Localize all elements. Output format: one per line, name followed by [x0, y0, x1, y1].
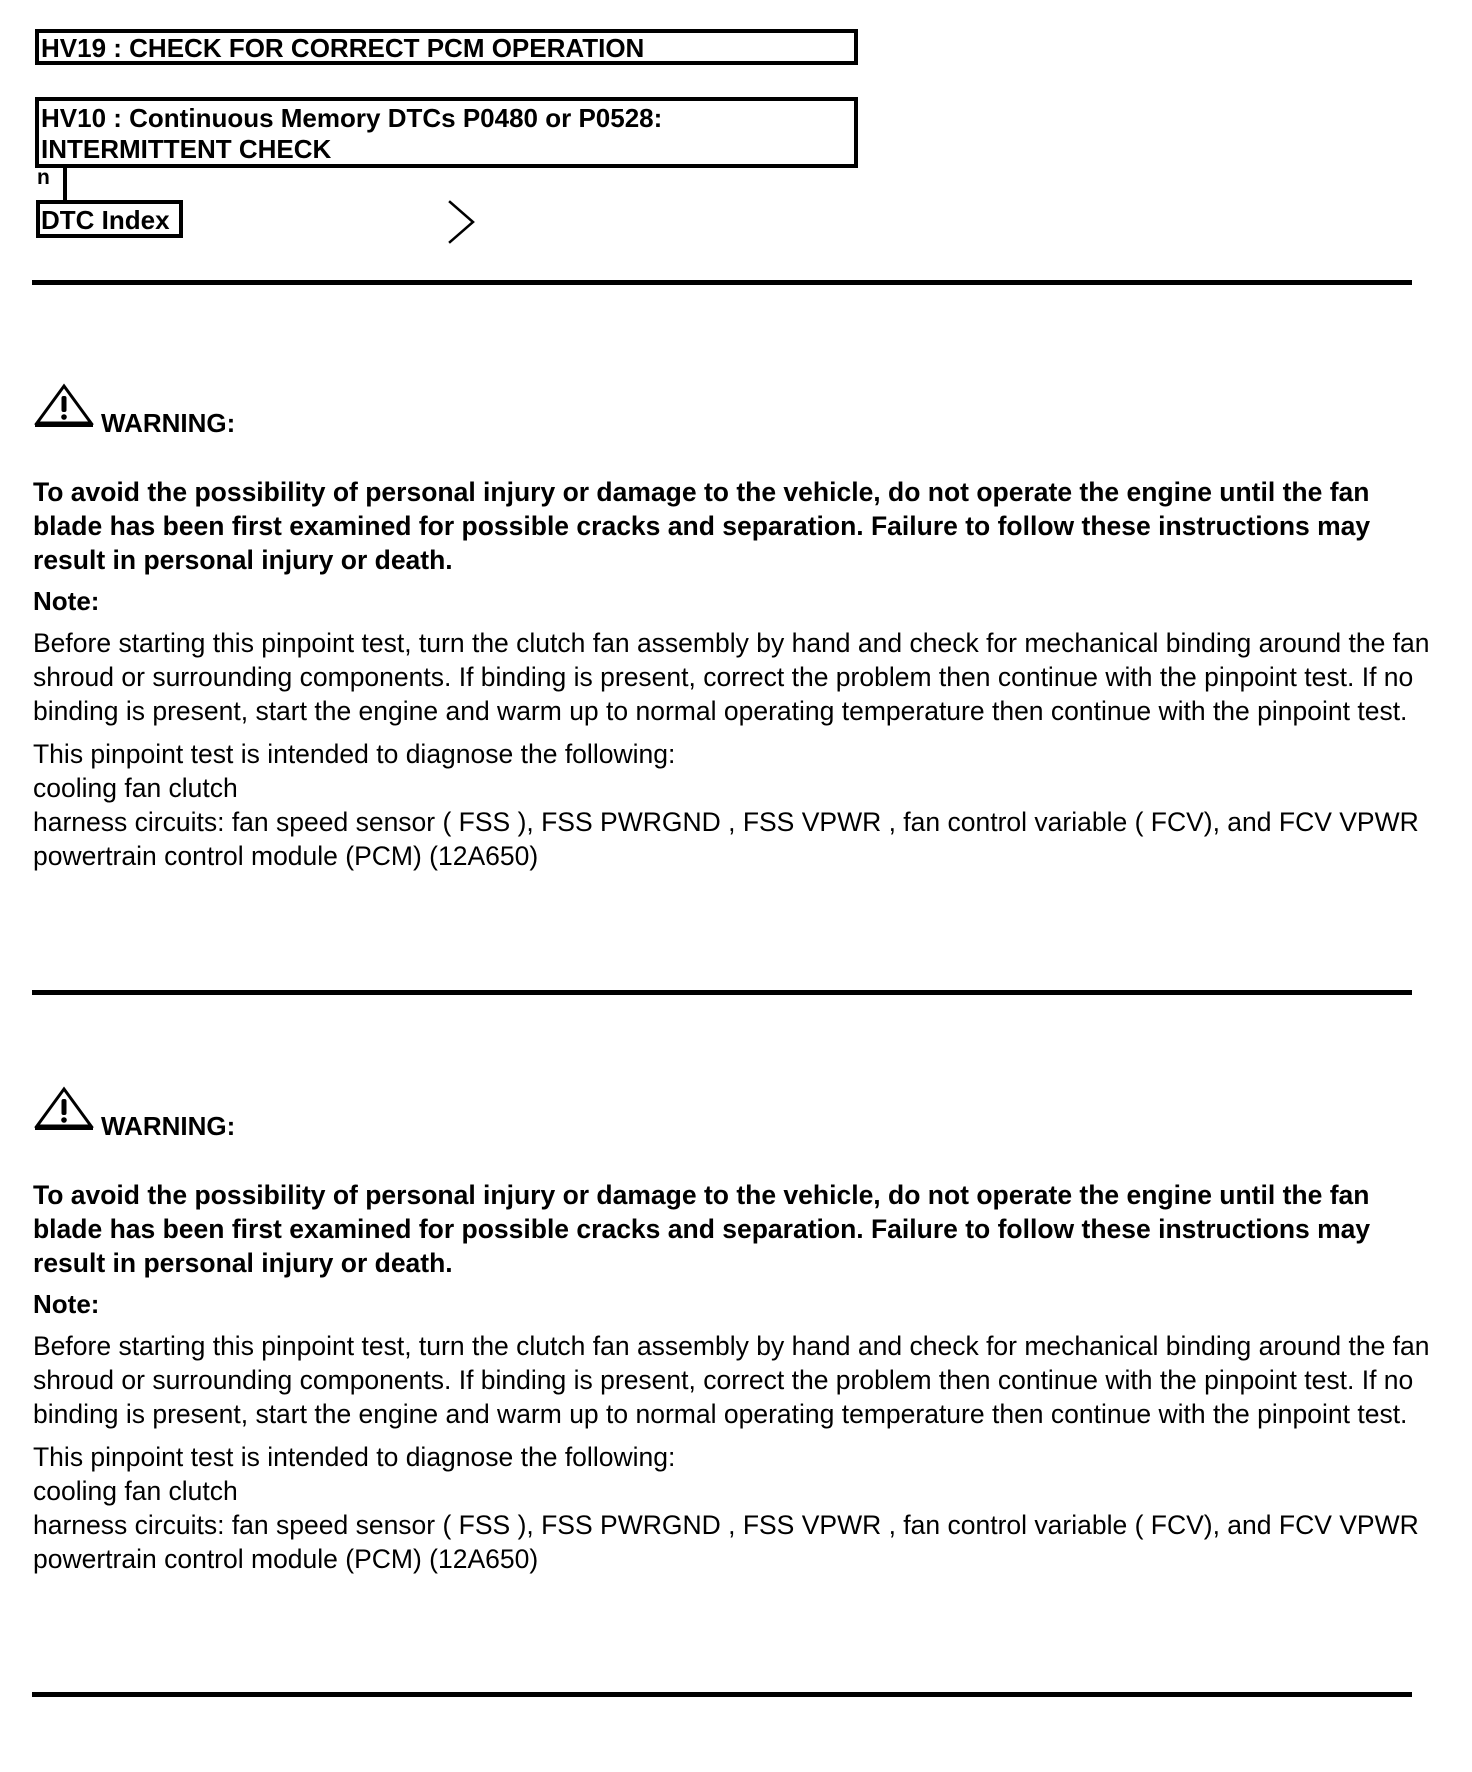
divider [32, 1692, 1412, 1697]
warning-text: To avoid the possibility of personal injury or damage to the vehicle, do not operate the engine until the fan blade has been first examined for possible cracks and separation. Failure to follow these instructions may result in personal injury or death. [33, 477, 1371, 575]
warning-text: To avoid the possibility of personal injury or damage to the vehicle, do not operate the engine until the fan blade has been first examined for possible cracks and separation. Failure to follow these instructions may result in personal injury or death. [33, 1180, 1371, 1278]
note-text: Before starting this pinpoint test, turn the clutch fan assembly by hand and check for mechanical binding around the fan shroud or surrounding components. If binding is present, correct the problem then continue with the pinpoint test. If no binding is present, start the engine and warm up to normal operating temperature then continue with the pinpoint test. [33, 1331, 1430, 1429]
warning-section [33, 1086, 1453, 1576]
link-hv10-label: HV10 : Continuous Memory DTCs P0480 or P0528: INTERMITTENT CHECK [41, 103, 663, 164]
link-hv10-intermittent-check[interactable] [35, 97, 858, 168]
note-text: Before starting this pinpoint test, turn the clutch fan assembly by hand and check for mechanical binding around the fan shroud or surrounding components. If binding is present, correct the problem then continue with the pinpoint test. If no binding is present, start the engine and warm up to normal operating temperature then continue with the pinpoint test. [33, 628, 1430, 726]
diagnose-item: powertrain control module (PCM) (12A650) [33, 1544, 539, 1574]
note-label: Note: [33, 1289, 100, 1319]
link-hv19-label: HV19 : CHECK FOR CORRECT PCM OPERATION [41, 33, 645, 63]
diagnose-item: harness circuits: fan speed sensor ( FSS ), FSS PWRGND , FSS VPWR , fan control variable ( FCV), and FCV VPWR [33, 807, 1419, 837]
note-label: Note: [33, 586, 100, 616]
link-hv19-check-pcm-operation[interactable] [35, 29, 858, 65]
chevron-right-icon[interactable] [446, 198, 480, 246]
warning-section [33, 383, 1453, 873]
diagnose-item: powertrain control module (PCM) (12A650) [33, 841, 539, 871]
diagnose-list [33, 1474, 1443, 1576]
diagnose-intro: This pinpoint test is intended to diagnose the following: [33, 1442, 676, 1472]
diagnose-item: cooling fan clutch [33, 1476, 238, 1506]
diagnose-list [33, 771, 1443, 873]
warning-title: WARNING: [101, 408, 236, 438]
divider [32, 990, 1412, 995]
connector-line [63, 167, 67, 203]
warning-triangle-icon [33, 383, 95, 429]
divider [32, 280, 1412, 285]
warning-header [33, 383, 1453, 438]
dtc-index-link[interactable] [36, 200, 183, 238]
diagnose-item: harness circuits: fan speed sensor ( FSS ), FSS PWRGND , FSS VPWR , fan control variable ( FCV), and FCV VPWR [33, 1510, 1419, 1540]
diagnose-intro: This pinpoint test is intended to diagnose the following: [33, 739, 676, 769]
dtc-index-label: DTC Index [41, 205, 170, 235]
warning-header [33, 1086, 1453, 1141]
warning-triangle-icon [33, 1086, 95, 1132]
connector-label: n [37, 166, 50, 189]
diagnose-item: cooling fan clutch [33, 773, 238, 803]
warning-title: WARNING: [101, 1111, 236, 1141]
